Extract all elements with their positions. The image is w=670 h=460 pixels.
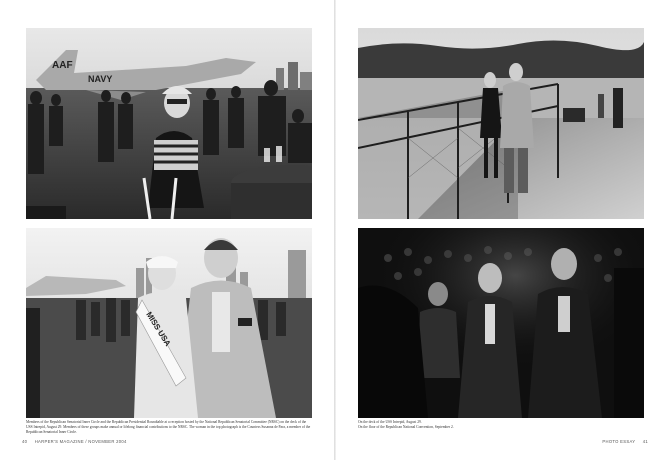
photo-miss-usa <box>26 228 312 418</box>
photo-convention-floor <box>358 228 644 418</box>
photo-deck-couple <box>358 28 644 219</box>
right-caption-line-1: On the deck of the USS Intrepid, August 29. <box>358 420 422 424</box>
left-page <box>0 0 334 460</box>
right-folio <box>602 439 648 444</box>
right-caption-line-2: On the floor of the Republican National Convention, September 2. <box>358 425 454 429</box>
jet-navy-marking: NAVY <box>88 74 113 84</box>
left-page-number: 40 <box>22 439 28 444</box>
left-magazine-title: HARPER'S MAGAZINE / NOVEMBER 2004 <box>34 439 127 444</box>
right-caption <box>358 420 644 430</box>
jet-tail-marking: AAF <box>52 60 73 71</box>
right-page-number: 41 <box>642 439 648 444</box>
left-folio <box>22 439 127 444</box>
right-section-title: PHOTO ESSAY <box>602 439 636 444</box>
sash-text: MISS USA <box>144 310 173 348</box>
right-page <box>336 0 670 460</box>
photo-reception-jet <box>26 28 312 219</box>
left-caption: Members of the Republican Senatorial Inner Circle and the Republican Presidential Roundtable at a reception hosted by the National Republican Senatorial Committee (NRSC) on the deck of the USS Intrepid, August 29. Members of these groups make annual or lifelong financial contributions to the NRSC. The woman in the top photograph is the Countess Susanna de Para, a member of the Republican Senatorial Inner Circle. <box>26 420 311 434</box>
